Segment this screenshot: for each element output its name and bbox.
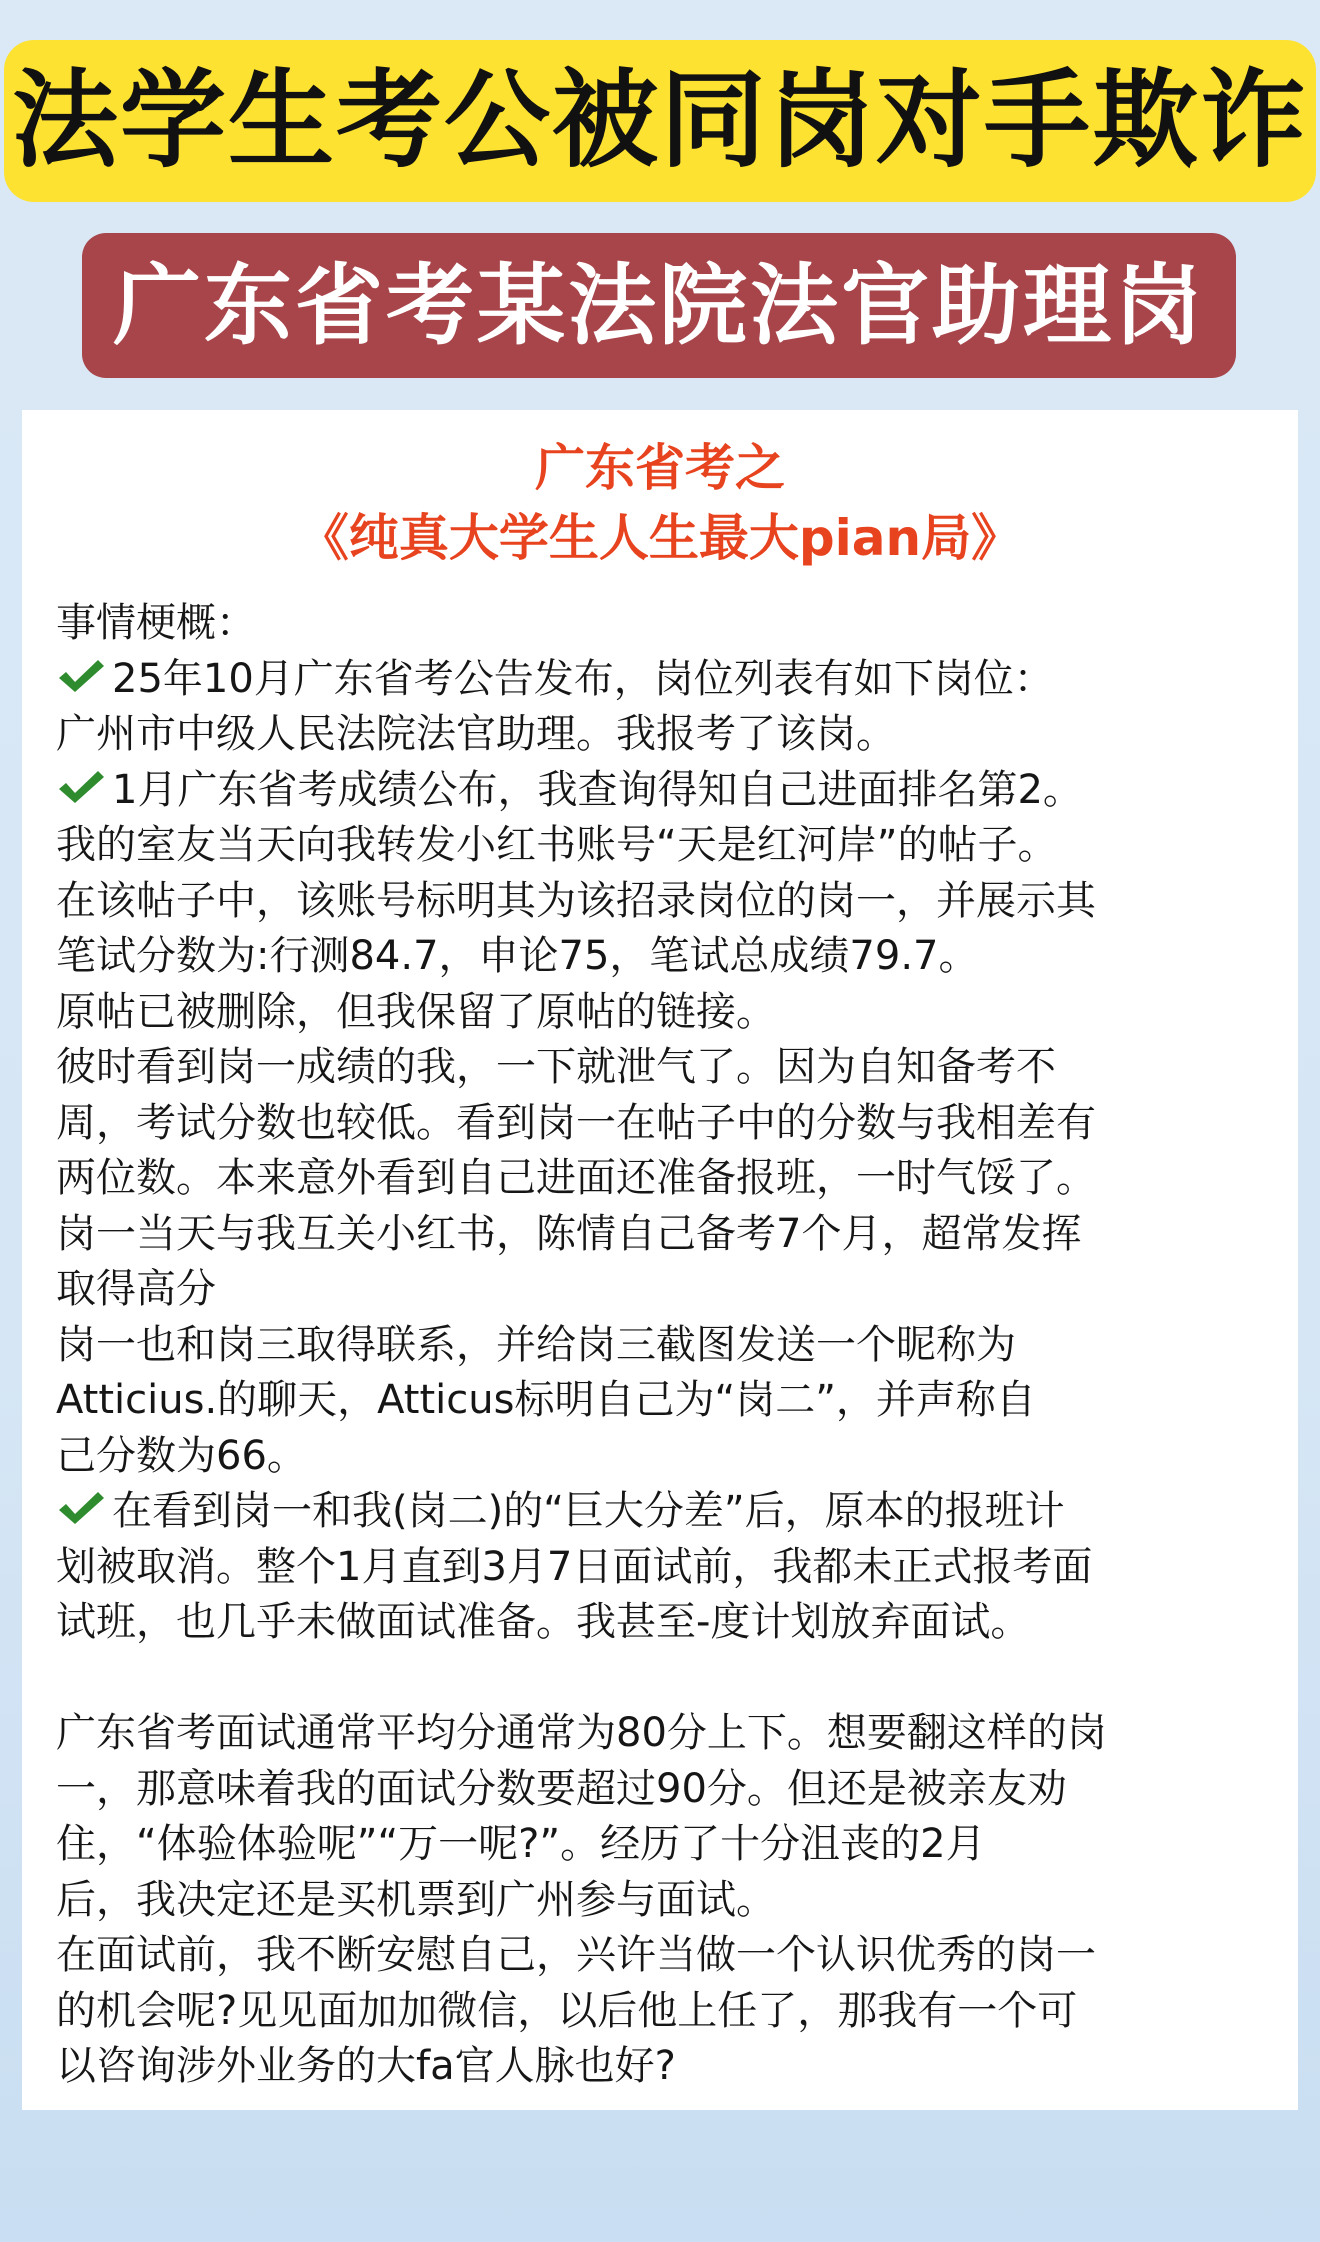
article-line [56, 1651, 1276, 1707]
article-line [56, 1817, 1276, 1873]
article-line [56, 1706, 1276, 1762]
article-line [56, 1262, 1276, 1318]
article-line-text: 广东省考面试通常平均分通常为80分上下。想要翻这样的岗 [56, 1710, 1107, 1756]
article-card [22, 410, 1298, 2110]
article-line [56, 1928, 1276, 1984]
article-line [56, 1207, 1276, 1263]
subtitle-banner [82, 233, 1236, 378]
article-line-text: 周，考试分数也较低。看到岗一在帖子中的分数与我相差有 [56, 1099, 1096, 1146]
article-line [56, 652, 1276, 708]
title-banner [4, 40, 1316, 202]
article-line-text: 在看到岗一和我(岗二)的“巨大分差”后，原本的报班计 [112, 1488, 1065, 1534]
check-mark-icon [56, 1488, 106, 1528]
check-mark-icon [56, 656, 106, 696]
page-subtitle: 广东省考某法院法官助理岗 [112, 253, 1205, 357]
article-title-line-1: 广东省考之 [535, 439, 785, 497]
article-line-text: 一，那意味着我的面试分数要超过90分。但还是被亲友劝 [56, 1765, 1067, 1812]
article-line [56, 818, 1276, 874]
article-line [56, 707, 1276, 763]
article-line [56, 1984, 1276, 2040]
page-title: 法学生考公被同岗对手欺诈 [12, 59, 1308, 182]
check-mark-icon [56, 767, 106, 807]
article-line [56, 1318, 1276, 1374]
article-line-text: 1月广东省考成绩公布，我查询得知自己进面排名第2。 [112, 766, 1083, 813]
article-line-text: 以咨询涉外业务的大fa官人脉也好? [56, 2043, 676, 2089]
article-body [56, 596, 1276, 2095]
article-line [56, 596, 1276, 652]
article-line [56, 1040, 1276, 1096]
article-line-text: 岗一也和岗三取得联系，并给岗三截图发送一个昵称为 [56, 1321, 1016, 1368]
article-line-text: 岗一当天与我互关小红书，陈情自己备考7个月，超常发挥 [56, 1210, 1082, 1257]
article-line [56, 1540, 1276, 1596]
article-line-text: 划被取消。整个1月直到3月7日面试前，我都未正式报考面 [56, 1543, 1093, 1590]
article-line [56, 1595, 1276, 1651]
article-line [56, 985, 1276, 1041]
article-line-text: 彼时看到岗一成绩的我，一下就泄气了。因为自知备考不 [56, 1044, 1056, 1090]
article-line [56, 1762, 1276, 1818]
article-line-text: 广州市中级人民法院法官助理。我报考了该岗。 [56, 711, 896, 757]
article-line [56, 1484, 1276, 1540]
article-line-text: 己分数为66。 [56, 1432, 307, 1479]
article-line-text: 我的室友当天向我转发小红书账号“天是红河岸”的帖子。 [56, 822, 1058, 868]
article-line [56, 2039, 1276, 2095]
article-line-text: 取得高分 [56, 1266, 216, 1312]
article-line [56, 1873, 1276, 1929]
article-line [56, 1429, 1276, 1485]
article-line-text: 在面试前，我不断安慰自己，兴许当做一个认识优秀的岗一 [56, 1932, 1096, 1978]
article-line [56, 929, 1276, 985]
article-line-text: 两位数。本来意外看到自己进面还准备报班，一时气馁了。 [56, 1155, 1096, 1201]
article-line [56, 1096, 1276, 1152]
article-line [56, 1151, 1276, 1207]
article-line [56, 1373, 1276, 1429]
article-line-text: 后，我决定还是买机票到广州参与面试。 [56, 1876, 776, 1923]
article-line-text: 住，“体验体验呢”“万一呢?”。经历了十分沮丧的2月 [56, 1821, 986, 1867]
article-line [56, 874, 1276, 930]
article-line-text: 试班，也几乎未做面试准备。我甚至-度计划放弃面试。 [56, 1599, 1031, 1645]
article-line-text: 的机会呢?见见面加加微信，以后他上任了，那我有一个可 [56, 1987, 1078, 2034]
article-line-text: 事情梗概： [56, 600, 256, 646]
article-line-text: 在该帖子中，该账号标明其为该招录岗位的岗一，并展示其 [56, 877, 1096, 924]
article-line-text: Atticius.的聊天，Atticus标明自己为“岗二”，并声称自 [56, 1377, 1036, 1423]
article-line-text: 笔试分数为:行测84.7，申论75，笔试总成绩79.7。 [56, 933, 979, 979]
article-line [56, 763, 1276, 819]
article-title-line-2: 《纯真大学生人生最大pian局》 [298, 509, 1022, 567]
article-line-text: 原帖已被删除，但我保留了原帖的链接。 [56, 988, 776, 1035]
article-line-text: 25年10月广东省考公告发布，岗位列表有如下岗位： [112, 655, 1054, 702]
